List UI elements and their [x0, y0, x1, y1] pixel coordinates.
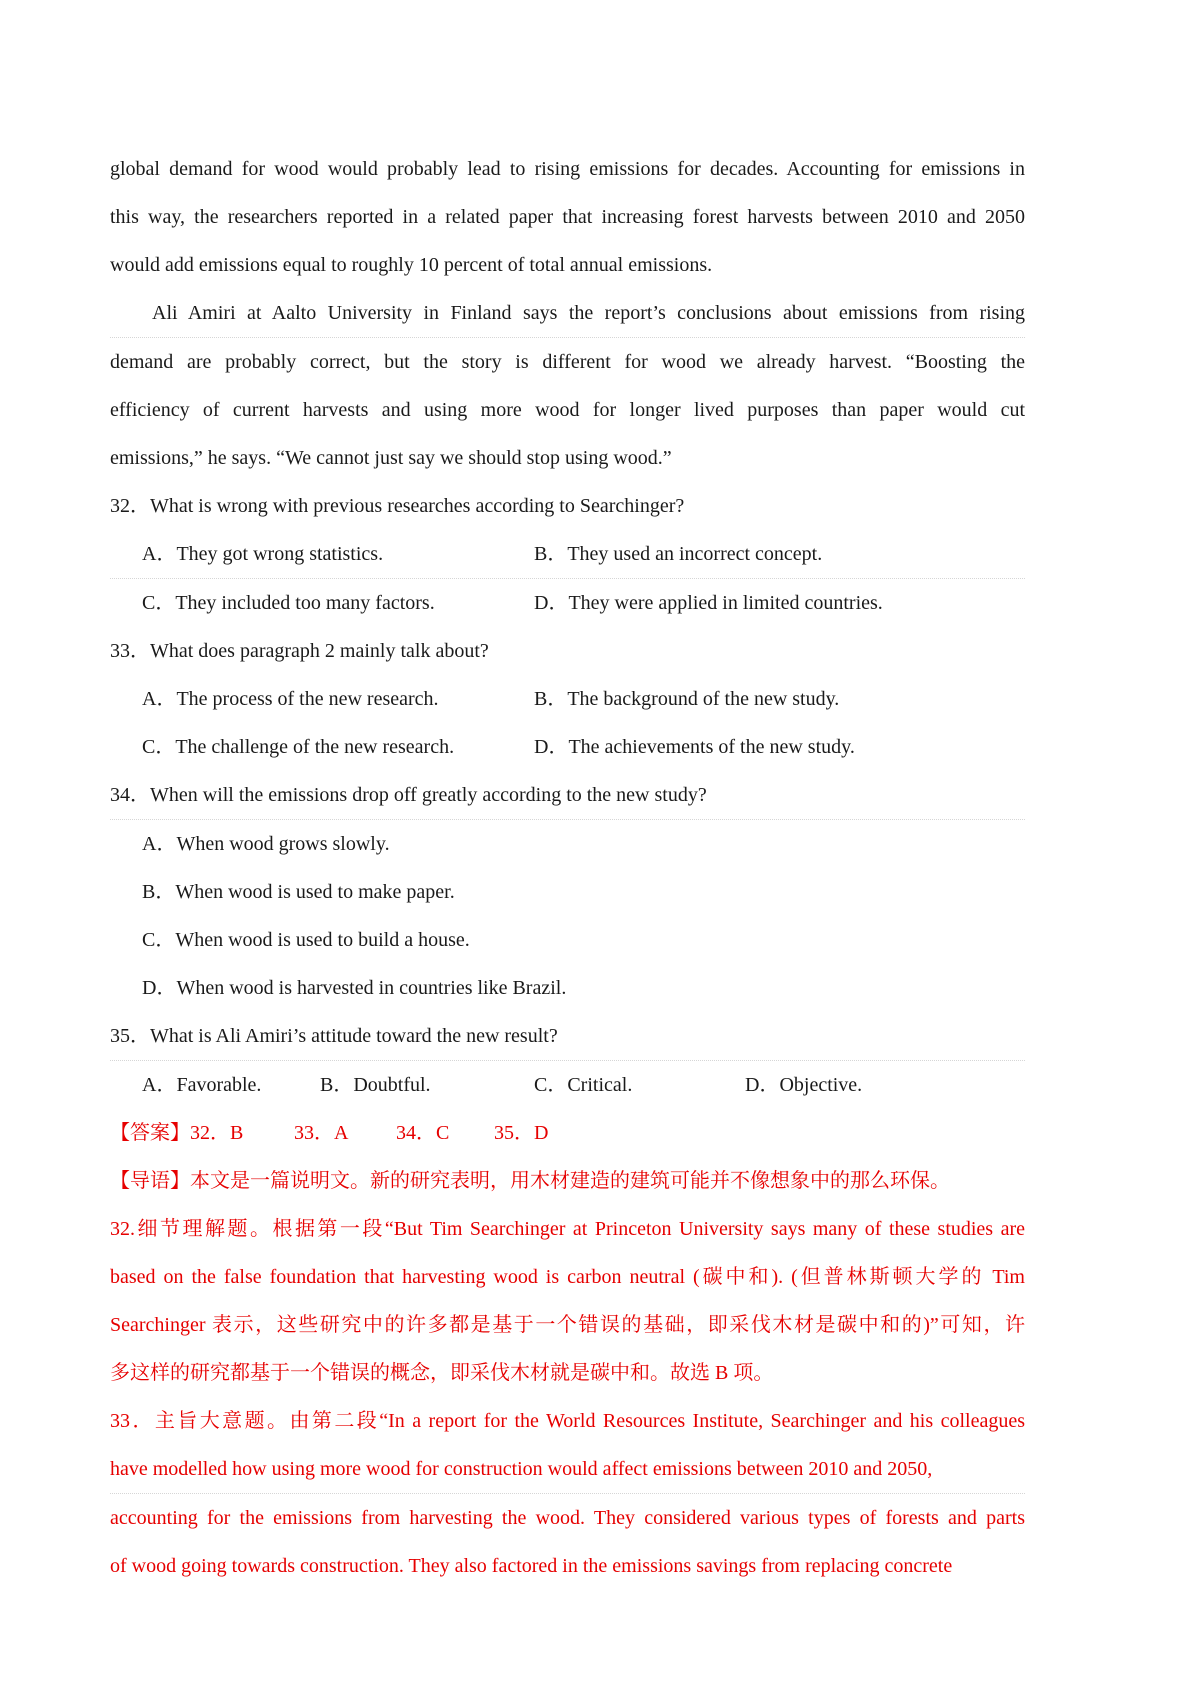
question-32-stem: 32．What is wrong with previous researches according to Searchinger? — [110, 495, 685, 517]
intro-line: 【导语】本文是一篇说明文。新的研究表明，用木材建造的建筑可能并不像想象中的那么环保。 — [110, 1170, 950, 1192]
question-32-options-row — [110, 530, 1025, 579]
question-35-stem: 35．What is Ali Amiri’s attitude toward the new result? — [110, 1012, 1025, 1061]
passage-line: emissions,” he says. “We cannot just say we should stop using wood.” — [110, 447, 672, 469]
question-34-stem: 34．When will the emissions drop off greatly according to the new study? — [110, 771, 1025, 820]
option-a: A．The process of the new research. — [142, 688, 439, 710]
question-34-option-b-row — [110, 868, 1025, 916]
answer-line — [110, 1109, 1025, 1157]
question-34-option-d-row — [110, 964, 1025, 1012]
option-a: A．When wood grows slowly. — [142, 833, 390, 855]
explanation-line: based on the false foundation that harvesting wood is carbon neutral (碳中和). (但普林斯顿大学的 Tim — [110, 1266, 1025, 1288]
option-b: B．They used an incorrect concept. — [534, 543, 823, 565]
passage-line: Ali Amiri at Aalto University in Finland says the report’s conclusions about emissions from rising — [110, 289, 1025, 338]
passage-line: would add emissions equal to roughly 10 percent of total annual emissions. — [110, 254, 713, 276]
explanation-line: of wood going towards construction. They also factored in the emissions savings from replacing concrete — [110, 1555, 953, 1577]
option-d: D．When wood is harvested in countries like Brazil. — [142, 977, 567, 999]
explanation-line: Searchinger 表示，这些研究中的许多都是基于一个错误的基础，即采伐木材是碳中和的)”可知，许 — [110, 1314, 1025, 1336]
option-c: C．The challenge of the new research. — [142, 736, 455, 758]
passage-line: efficiency of current harvests and using more wood for longer lived purposes than paper would cut — [110, 399, 1025, 421]
option-c: C．Critical. — [534, 1074, 633, 1096]
answer-item: 35．D — [494, 1122, 549, 1144]
option-a: A．Favorable. — [142, 1074, 262, 1096]
passage-line: demand are probably correct, but the story is different for wood we already harvest. “Boosting the — [110, 351, 1025, 373]
content — [110, 145, 1025, 1590]
explanation-line: accounting for the emissions from harvesting the wood. They considered various types of forests and parts — [110, 1507, 1025, 1529]
question-34-option-a-row — [110, 820, 1025, 868]
answer-item: 32．B — [190, 1122, 244, 1144]
answer-item: 33．A — [294, 1122, 349, 1144]
explanation-line: 32.细节理解题。根据第一段“But Tim Searchinger at Princeton University says many of these studies are — [110, 1218, 1025, 1240]
passage-line: this way, the researchers reported in a related paper that increasing forest harvests between 2010 and 2050 — [110, 206, 1025, 228]
question-33-options-row — [110, 675, 1025, 723]
option-c: C．They included too many factors. — [142, 592, 435, 614]
option-d: D．They were applied in limited countries. — [534, 592, 883, 614]
question-33-options-row — [110, 723, 1025, 771]
explanation-line: 多这样的研究都基于一个错误的概念，即采伐木材就是碳中和。故选 B 项。 — [110, 1362, 774, 1384]
question-32-options-row — [110, 579, 1025, 627]
answer-item: 34．C — [396, 1122, 450, 1144]
question-35-options-row — [110, 1061, 1025, 1109]
question-34-option-c-row — [110, 916, 1025, 964]
option-c: C．When wood is used to build a house. — [142, 929, 470, 951]
option-b: B．The background of the new study. — [534, 688, 840, 710]
passage-line: global demand for wood would probably lead to rising emissions for decades. Accounting for emissions in — [110, 158, 1025, 180]
option-a: A．They got wrong statistics. — [142, 543, 384, 565]
option-d: D．The achievements of the new study. — [534, 736, 855, 758]
option-b: B．When wood is used to make paper. — [142, 881, 455, 903]
option-d: D．Objective. — [745, 1074, 863, 1096]
explanation-line: have modelled how using more wood for construction would affect emissions between 2010 and 2050, — [110, 1445, 1025, 1494]
answer-tag: 【答案】 — [110, 1122, 190, 1144]
option-b: B．Doubtful. — [320, 1074, 431, 1096]
explanation-line: 33．主旨大意题。由第二段“In a report for the World Resources Institute, Searchinger and his colleagues — [110, 1410, 1025, 1432]
question-33-stem: 33．What does paragraph 2 mainly talk about? — [110, 640, 489, 662]
